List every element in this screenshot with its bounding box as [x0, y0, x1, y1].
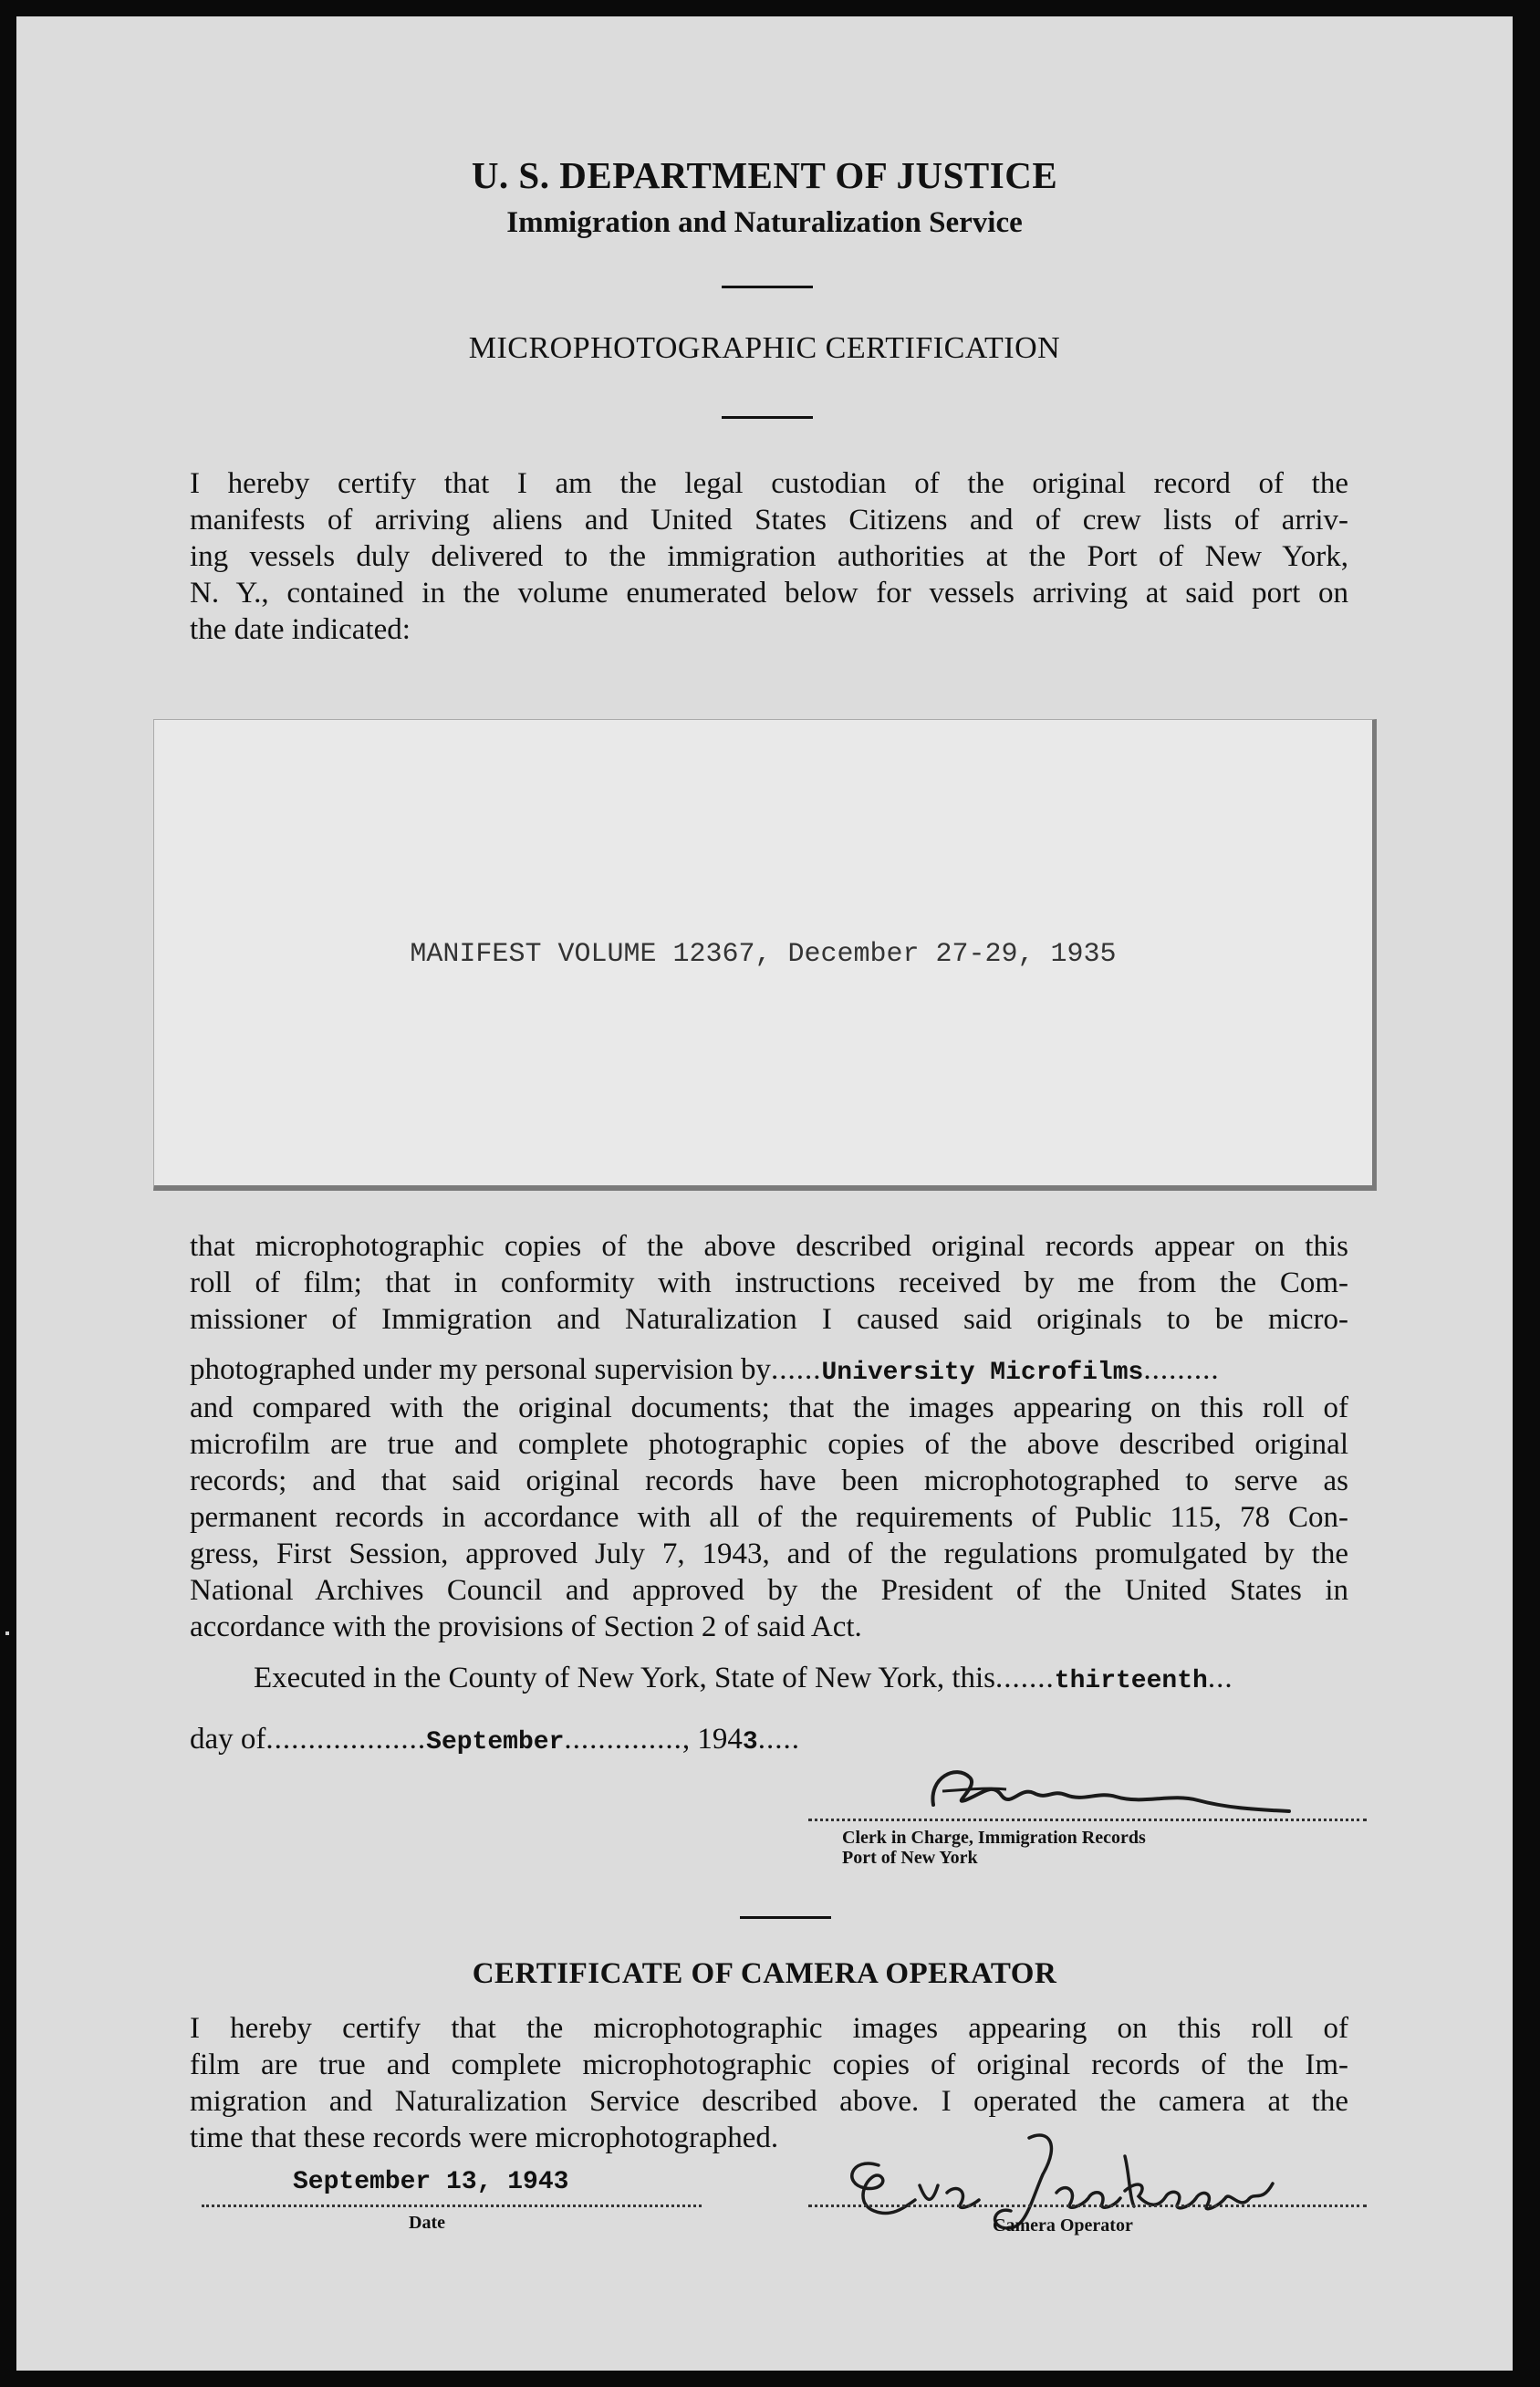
clerk-title-line: Clerk in Charge, Immigration Records: [842, 1828, 1146, 1848]
paragraph-line: microfilm are true and complete photographic copies of the above described original: [190, 1428, 1348, 1461]
operator-label: Camera Operator: [993, 2215, 1133, 2236]
paragraph-line: gress, First Session, approved July 7, 1943, and of the regulations promulgated by the: [190, 1537, 1348, 1570]
volume-card-text: MANIFEST VOLUME 12367, December 27-29, 1935: [410, 939, 1117, 970]
paragraph-line: film are true and complete microphotographic copies of original records of the Im-: [190, 2048, 1348, 2081]
execution-line: Executed in the County of New York, State of New York, this.......thirteenth...: [254, 1662, 1233, 1695]
execution-month: September: [426, 1728, 565, 1756]
supervisor-name: University Microfilms: [821, 1359, 1144, 1387]
date-line: [202, 2205, 702, 2207]
certificate-date: September 13, 1943: [293, 2168, 569, 2196]
execution-prefix: Executed in the County of New York, State of New York, this: [254, 1662, 996, 1694]
execution-day: thirteenth: [1054, 1667, 1208, 1695]
copies-paragraph-body: [190, 1390, 1348, 1645]
operator-signature-line: [808, 2205, 1367, 2207]
form-title: MICROPHOTOGRAPHIC CERTIFICATION: [468, 331, 1061, 365]
paragraph-line: migration and Naturalization Service described above. I operated the camera at the: [190, 2085, 1348, 2118]
date-label: Date: [409, 2213, 445, 2233]
paragraph-line: I hereby certify that I am the legal custodian of the original record of the: [190, 467, 1348, 500]
film-speck: [5, 1631, 9, 1635]
paragraph-line: accordance with the provisions of Section 2 of said Act.: [190, 1610, 862, 1643]
paragraph-line: permanent records in accordance with all of the requirements of Public 115, 78 Con-: [190, 1501, 1348, 1534]
year-digit: 3: [742, 1728, 758, 1756]
paragraph-line: ing vessels duly delivered to the immigration authorities at the Port of New York,: [190, 540, 1348, 573]
paragraph-line: the date indicated:: [190, 613, 411, 646]
certificate-page: [16, 16, 1513, 2371]
paragraph-line: I hereby certify that the microphotographic images appearing on this roll of: [190, 2012, 1348, 2045]
custodian-paragraph: [190, 465, 1348, 648]
paragraph-line: National Archives Council and approved by the President of the United States in: [190, 1574, 1348, 1607]
supervision-line: photographed under my personal supervision by......University Microfilms.........: [190, 1353, 1220, 1387]
department-heading: U. S. DEPARTMENT OF JUSTICE: [471, 154, 1058, 196]
paragraph-line: records; and that said original records have been microphotographed to serve as: [190, 1465, 1348, 1497]
supervision-prefix: photographed under my personal supervision by: [190, 1353, 771, 1386]
service-subheading: Immigration and Naturalization Service: [506, 206, 1023, 239]
divider-rule: [722, 286, 813, 288]
divider-rule: [722, 416, 813, 419]
paragraph-line: roll of film; that in conformity with instructions received by me from the Com-: [190, 1266, 1348, 1299]
clerk-signature-line: [808, 1819, 1367, 1821]
paragraph-line: manifests of arriving aliens and United States Citizens and of crew lists of arriv-: [190, 504, 1348, 537]
paragraph-line: N. Y., contained in the volume enumerated below for vessels arriving at said port on: [190, 577, 1348, 610]
volume-card: [153, 719, 1377, 1191]
divider-rule: [740, 1916, 831, 1919]
copies-paragraph-intro: [190, 1228, 1348, 1338]
paragraph-line: that microphotographic copies of the above described original records appear on this: [190, 1230, 1348, 1263]
clerk-signature: [915, 1755, 1298, 1828]
camera-certificate-title: CERTIFICATE OF CAMERA OPERATOR: [472, 1957, 1057, 1990]
day-of-line: day of...................September.............., 1943.....: [190, 1723, 800, 1756]
year-prefix: , 194: [682, 1723, 743, 1756]
clerk-title: [842, 1828, 1146, 1868]
clerk-title-line: Port of New York: [842, 1848, 978, 1868]
day-of-label: day of: [190, 1723, 266, 1756]
paragraph-line: missioner of Immigration and Naturalization I caused said originals to be micro-: [190, 1303, 1348, 1336]
paragraph-line: time that these records were microphotographed.: [190, 2121, 779, 2154]
paragraph-line: and compared with the original documents; that the images appearing on this roll of: [190, 1392, 1348, 1424]
